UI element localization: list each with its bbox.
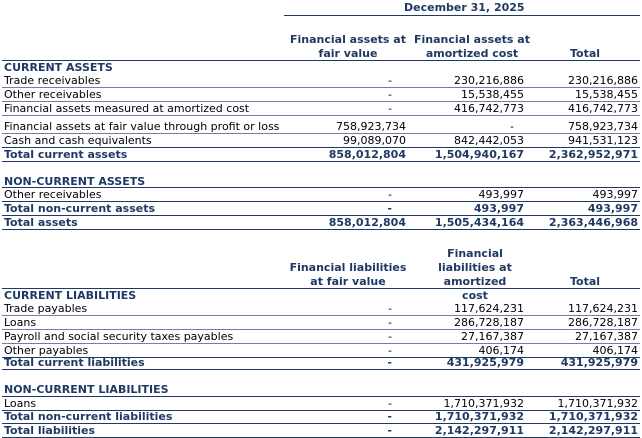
liabilities-header-total: Total <box>569 275 601 288</box>
assets-header-total: Total <box>569 47 601 60</box>
assets-header-amortized-cost: Financial assets at amortized cost <box>414 33 530 60</box>
period-header-underline <box>284 15 640 16</box>
total-non-current-assets-row: Total non-current assets - 493,997 493,997 <box>4 202 638 215</box>
table-row: Trade receivables - 230,216,886 230,216,886 <box>4 74 638 87</box>
section-current-assets: CURRENT ASSETS <box>4 61 113 74</box>
table-row: Other receivables - 493,997 493,997 <box>4 188 638 201</box>
table-row: Trade payables - 117,624,231 117,624,231 <box>4 302 638 315</box>
total-rule <box>2 161 640 162</box>
liabilities-header-amortized-cost: Financial liabilities at amortized cost <box>438 247 512 302</box>
total-rule <box>2 369 640 370</box>
table-row: Loans - 1,710,371,932 1,710,371,932 <box>4 397 638 410</box>
total-current-assets-row: Total current assets 858,012,804 1,504,940,167 2,362,952,971 <box>4 148 638 161</box>
total-current-liabilities-row: Total current liabilities - 431,925,979 431,925,979 <box>4 356 638 369</box>
total-rule <box>2 229 640 230</box>
table-row: Financial assets at fair value through profit or loss 758,923,734 - 758,923,734 <box>4 120 638 133</box>
total-assets-row: Total assets 858,012,804 1,505,434,164 2,363,446,968 <box>4 216 638 229</box>
total-non-current-liabilities-row: Total non-current liabilities - 1,710,371,932 1,710,371,932 <box>4 410 638 423</box>
table-row: Other payables - 406,174 406,174 <box>4 344 638 357</box>
table-row: Loans - 286,728,187 286,728,187 <box>4 316 638 329</box>
table-row: Payroll and social security taxes payables - 27,167,387 27,167,387 <box>4 330 638 343</box>
period-header: December 31, 2025 <box>404 1 525 14</box>
section-current-liabilities: CURRENT LIABILITIES <box>4 289 137 302</box>
assets-header-fair-value: Financial assets at fair value <box>290 33 406 60</box>
row-divider <box>2 115 640 116</box>
table-row: Other receivables - 15,538,455 15,538,455 <box>4 88 638 101</box>
total-liabilities-row: Total liabilities - 2,142,297,911 2,142,297,911 <box>4 424 638 437</box>
section-non-current-assets: NON-CURRENT ASSETS <box>4 175 146 188</box>
liabilities-header-fair-value: Financial liabilities at fair value <box>289 261 407 288</box>
table-row: Financial assets measured at amortized cost - 416,742,773 416,742,773 <box>4 102 638 115</box>
table-row: Cash and cash equivalents 99,089,070 842,442,053 941,531,123 <box>4 134 638 147</box>
section-non-current-liabilities: NON-CURRENT LIABILITIES <box>4 383 169 396</box>
